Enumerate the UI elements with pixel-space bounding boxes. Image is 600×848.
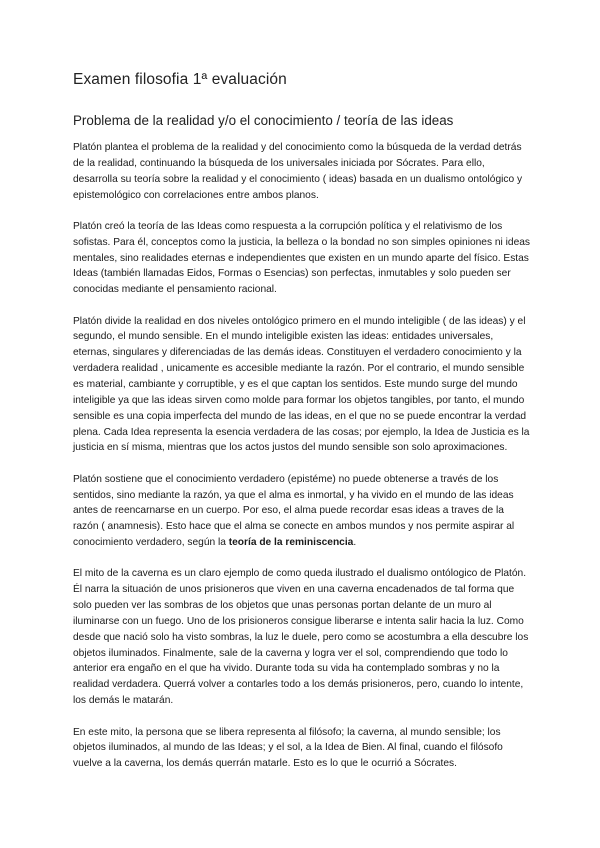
reminiscence-term: teoría de la reminiscencia [228, 537, 354, 549]
paragraph-two-worlds: Platón divide la realidad en dos niveles ontológico primero en el mundo inteligible ( de las ideas) y el segundo, el mundo sensible. En el mundo inteligible existen las ideas: entidades universales, eternas, singulares y diferenciadas de las demás ideas. Constituyen el verdadero conocimiento y la verdadera realidad , unicamente es accesible mediante la razón. Por el contrario, el mundo sensible es material, cambiante y corruptible, y es el que captan los sentidos. Este mundo surge del mundo inteligible ya que las ideas sirven como molde para formar los objetos tangibles, por tanto, el mundo sensible es una copia imperfecta del mundo de las ideas, en el que no se puede encontrar la verdad plena. Cada Idea representa la esencia verdadera de las cosas; por ejemplo, la Idea de Justicia es la justicia en sí misma, mientras que los actos justos del mundo sensible son solo aproximaciones. [73, 315, 530, 454]
paragraph-theory-of-ideas: Platón creó la teoría de las Ideas como respuesta a la corrupción política y el relativismo de los sofistas. Para él, conceptos como la justicia, la belleza o la bondad no son simples opiniones ni ideas mentales, sino realidades eternas e independientes que existen en un mundo aparte del físico. Estas Ideas (también llamadas Eidos, Formas o Esencias) son perfectas, inmutables y solo pueden ser conocidas mediante el pensamiento racional. [73, 220, 531, 296]
paragraph-knowledge [73, 472, 531, 551]
paragraph-cave-myth: El mito de la caverna es un claro ejemplo de como queda ilustrado el dualismo ontólogico de Platón. Él narra la situación de unos prisioneros que viven en una caverna encadenados de tal forma que solo pueden ver las sombras de los objetos que unas personas portan delante de un muro al iluminarse con un fuego. Uno de los prisioneros consigue liberarse e intenta salir hacia la luz. Como desde que nació solo ha visto sombras, la luz le duele, pero como se acostumbra a ella descubre los objetos iluminados. Finalmente, sale de la caverna y logra ver el sol, comprendiendo que todo lo anterior era engaño en el que ha vivido. Durante toda su vida ha contemplado sombras y no la realidad verdadera. Querrá volver a contarles todo a los demás prisioneros, pero, cuando lo intente, los demás le matarán. [73, 568, 529, 707]
paragraph-cave-interpretation: En este mito, la persona que se libera representa al filósofo; la caverna, al mundo sensible; los objetos iluminados, al mundo de las Ideas; y el sol, a la Idea de Bien. Al final, cuando el filósofo vuelve a la caverna, los demás querrán matarle. Esto es lo que le ocurrió a Sócrates. [73, 726, 503, 770]
paragraph-intro: Platón plantea el problema de la realidad y del conocimiento como la búsqueda de la verdad detrás de la realidad, continuando la búsqueda de los universales iniciada por Sócrates. Para ello, desarrolla su teoría sobre la realidad y el conocimiento ( ideas) basada en un dualismo ontológico y epistemológico con correlaciones entre ambos planos. [73, 142, 523, 201]
document-subtitle: Problema de la realidad y/o el conocimiento / teoría de las ideas [73, 113, 454, 128]
paragraph-knowledge-end: . [353, 537, 357, 549]
paragraph-knowledge-text: Platón sostiene que el conocimiento verdadero (epistéme) no puede obtenerse a través de los sentidos, sino mediante la razón, ya que el alma es inmortal, y ha vivido en el mundo de las ideas antes de reencarnarse en un cuerpo. Por eso, el alma puede recordar esas ideas a traves de la razón ( anamnesis). Esto hace que el alma se conecte en ambos mundos y nos permite aspirar al conocimiento verdadero, según la [73, 473, 515, 549]
document-body [73, 140, 531, 788]
document-title: Examen filosofia 1ª evaluación [73, 71, 287, 88]
